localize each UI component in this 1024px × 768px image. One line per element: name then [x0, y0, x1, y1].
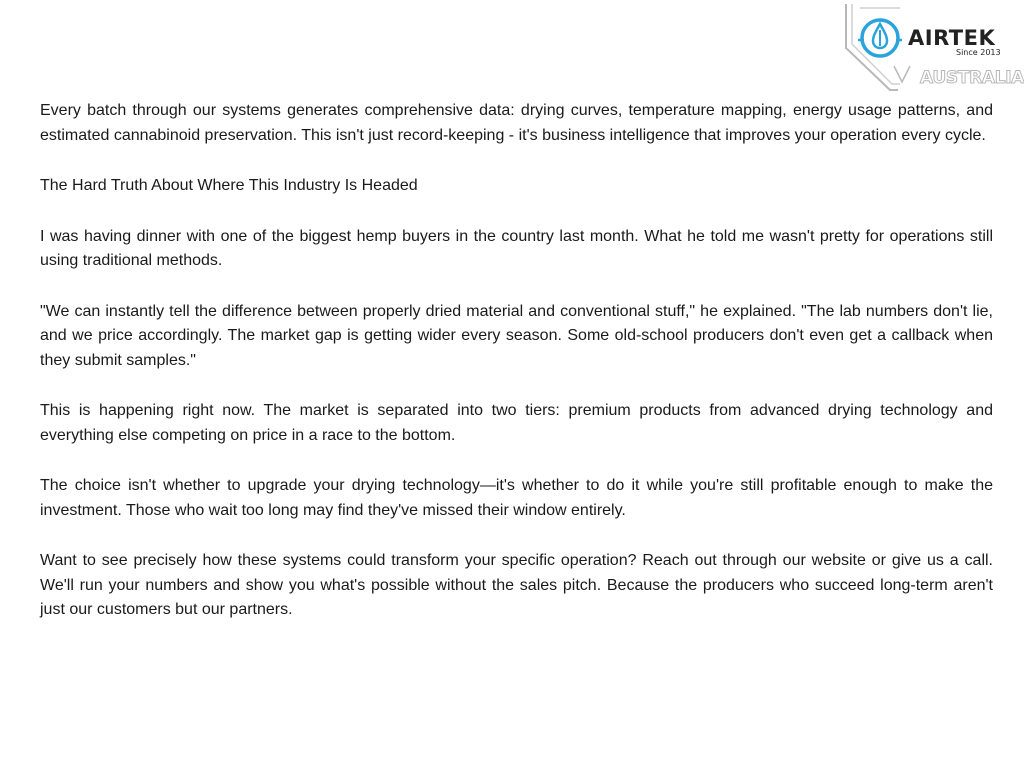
logo-since-text: Since 2013	[956, 48, 1001, 57]
paragraph-data-intelligence: Every batch through our systems generates comprehensive data: drying curves, temperature mapping, energy usage patterns, and estimated cannabinoid preservation. This isn't just record-keeping - it's business intelligence that improves your operation every cycle.	[40, 102, 993, 144]
paragraph-market-tiers: This is happening right now. The market is separated into two tiers: premium products from advanced drying technology and everything else competing on price in a race to the bottom.	[40, 402, 993, 444]
paragraph-upgrade-choice: The choice isn't whether to upgrade your drying technology—it's whether to do it while you're still profitable enough to make the investment. Those who wait too long may find they've missed their window entirely.	[40, 477, 993, 519]
logo-country-text: AUSTRALIA	[920, 68, 1024, 88]
paragraph-call-to-action: Want to see precisely how these systems could transform your specific operation? Reach out through our website or give us a call. We'll run your numbers and show you what's possible without the sales pitch. Because the producers who succeed long-term aren't just our customers but our partners.	[40, 552, 993, 618]
section-heading: The Hard Truth About Where This Industry Is Headed	[40, 177, 418, 194]
logo-brand-name: AIRTEK	[908, 26, 996, 50]
article-body	[40, 99, 993, 649]
airtek-logo	[838, 0, 1024, 94]
paragraph-dinner-story: I was having dinner with one of the biggest hemp buyers in the country last month. What he told me wasn't pretty for operations still using traditional methods.	[40, 227, 993, 269]
paragraph-buyer-quote: "We can instantly tell the difference between properly dried material and conventional stuff," he explained. "The lab numbers don't lie, and we price accordingly. The market gap is getting wider every season. Some old-school producers don't even get a callback when they submit samples."	[40, 302, 993, 369]
